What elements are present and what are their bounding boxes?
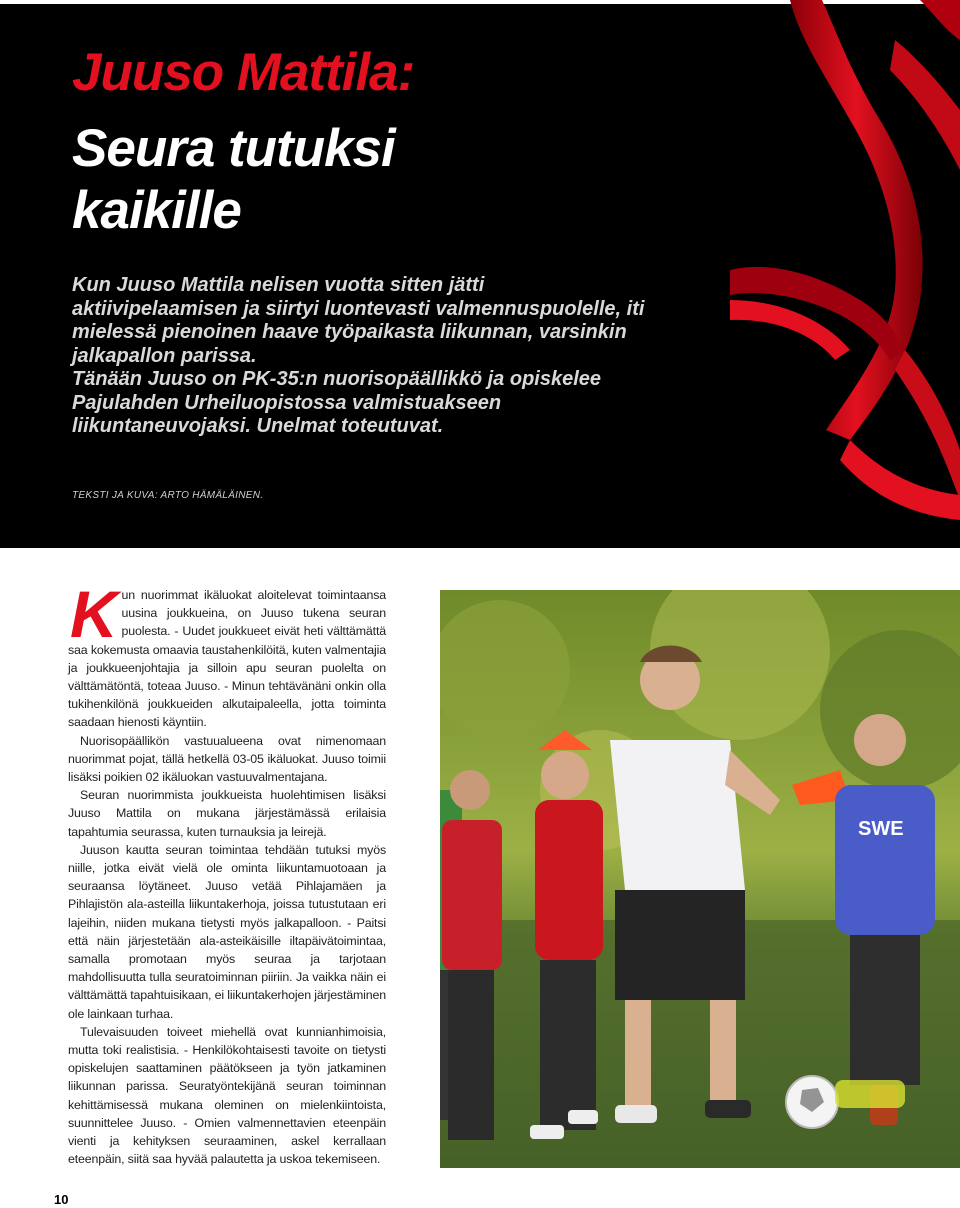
lead-part-1: Kun Juuso Mattila nelisen vuotta sitten jätti aktiivipelaamisen ja siirtyi luontevasti valmennuspuolelle, iti mielessä pienoinen haave työpaikasta liikunnan, varsinkin jalkapallon parissa. [72, 274, 645, 367]
article-body [68, 577, 387, 1169]
title-main [72, 118, 395, 242]
body-paragraph: Nuorisopäällikön vastuualueena ovat nimenomaan nuorimmat pojat, tällä hetkellä 03-05 ikäluokat. Juuso toimii lisäksi poikien 02 ikäluokan vastuuvalmentajana. [68, 733, 386, 785]
article-header [0, 0, 960, 548]
byline: TEKSTI JA KUVA: ARTO HÄMÄLÄINEN. [72, 490, 264, 501]
body-paragraph: un nuorimmat ikäluokat aloitelevat toimintaansa uusina joukkueina, on Juuso tukena seuran puolesta. - Uudet joukkueet eivät heti välttämättä saa kokemusta omaavia taustahenkilöitä, kuten valmentajia ja joukkueenjohtajia ja silloin apu seuran puolelta on välttämätöntä, toteaa Juuso. - Minun tehtävänäni onkin olla tukihenkilönä joukkueiden alkutaipaleella, jotta toiminta saadaan hienosti käyntiin. [68, 588, 386, 730]
lead-paragraph [72, 274, 652, 439]
title-line-2: Seura tutuksi [72, 119, 395, 178]
shirt-text: SWE [858, 818, 904, 840]
coach-with-children-photo [440, 590, 960, 1168]
football [786, 1076, 838, 1128]
lead-part-2: Tänään Juuso on PK-35:n nuorisopäällikkö ja opiskelee Pajulahden Urheiluopistossa valmistuakseen liikuntaneuvojaksi. Unelmat toteutuvat. [72, 368, 602, 437]
body-paragraph: Seuran nuorimmista joukkueista huolehtimisen lisäksi Juuso Mattila on mukana järjestämässä erilaisia tapahtumia seurassa, kuten turnauksia ja leirejä. [68, 788, 386, 839]
body-paragraph: Juuson kautta seuran toimintaa tehdään tutuksi myös niille, jotka eivät vielä ole ominta liikuntamuotoaan ja seuraansa löytäneet. Juuso vetää Pihlajamäen ja Pihlajistön ala-asteilla liikuntakerhoja, joissa tutustutaan eri lajeihin, niiden mukana tietysti myös jalkapalloon. - Paitsi että näin järjestetään ala-asteikäisille iltapäivätoimintaa, samalla promotaan myös seuraa ja tarjotaan mahdollisuutta tulla seuratoiminnan piiriin. Ja vaikka näin ei välttämättä tapahtuisikaan, ei liikuntakerhojen järjestäminen ole lainkaan turhaa. [68, 842, 387, 1021]
article-photo [440, 590, 960, 1168]
title-name: Juuso Mattila: [72, 43, 415, 102]
red-ribbon-graphic [730, 0, 960, 548]
drop-cap: K [70, 577, 118, 651]
title-line-3: kaikille [72, 181, 241, 240]
page-number: 10 [54, 1192, 69, 1207]
body-paragraph: Tulevaisuuden toiveet miehellä ovat kunnianhimoisia, mutta toki realistisia. - Henkilökohtaisesti tavoite on tietysti opiskelujen saattaminen päätökseen ja työn jatkaminen liikunnan parissa. Seuratyöntekijänä seuran toiminnan kehittämisessä mukana oleminen on mielenkiintoista, suunnittelee Juuso. - Omien valmennettavien eteenpäin vienti ja kehityksen seuraaminen, askel kerrallaan eteenpäin, siitä saa hyvää palautetta ja uskoa tekemiseen. [68, 1024, 386, 1167]
child-red-shirt-back [442, 770, 502, 1140]
